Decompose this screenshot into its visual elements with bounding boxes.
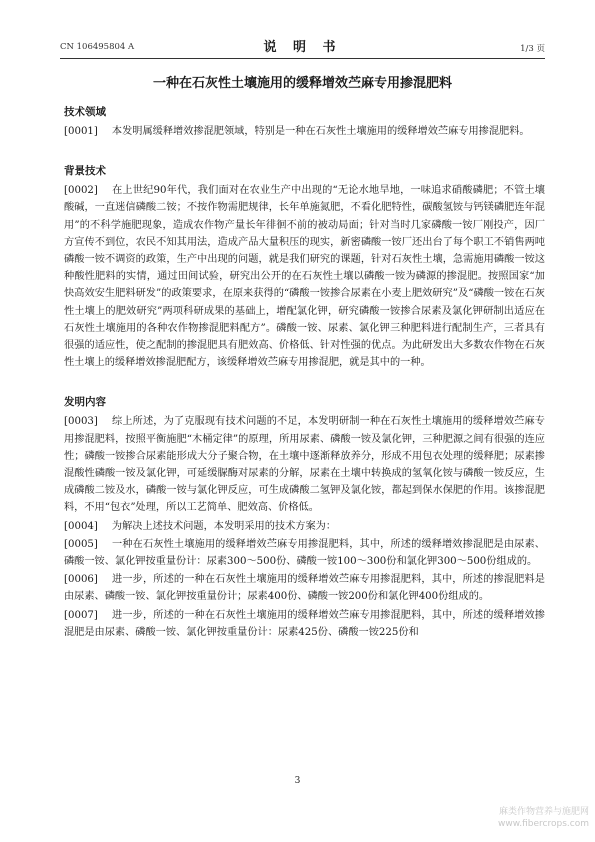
paragraph-number: [0007] <box>64 609 98 621</box>
paragraph-0003 <box>64 413 545 516</box>
paragraph-text: 进一步，所述的一种在石灰性土壤施用的缓释增效苎麻专用掺混肥料，其中，所述的缓释增效掺混肥是由尿素、磷酸一铵、氯化钾按重量份计：尿素425份、磷酸一铵225份和 <box>64 609 545 638</box>
paragraph-text: 本发明属缓释增效掺混肥领域，特别是一种在石灰性土壤施用的缓释增效苎麻专用掺混肥料。 <box>111 126 530 137</box>
document-title: 一种在石灰性土壤施用的缓释增效苎麻专用掺混肥料 <box>152 76 452 91</box>
section-heading-background: 背景技术 <box>64 165 106 178</box>
paragraph-text: 综上所述，为了克服现有技术问题的不足，本发明研制一种在石灰性土壤施用的缓释增效苎麻专用掺混肥料，按照平衡施肥“木桶定律”的原理，所用尿素、磷酸一铵及氯化钾，三种肥源之间有很强的连应性；磷酸一铵掺合尿素能形成大分子聚合物，在土壤中逐渐释放养分，形成不用包衣处理的缓释肥；尿素掺混酸性磷酸一铵及氯化钾，可延缓脲酶对尿素的分解，尿素在土壤中转换成的氢氧化铵与磷酸一铵反应，生成磷酸二铵及水，磷酸一铵与氯化钾反应，可生成磷酸二氢钾及氯化铵，都起到保水保肥的作用。该掺混肥料，不用“包衣”处理，所以工艺简单、肥效高、价格低。 <box>64 416 545 514</box>
page-number: 3 <box>294 776 301 786</box>
paragraph-0005 <box>64 536 545 570</box>
paragraph-number: [0006] <box>64 574 98 586</box>
patent-number: CN 106495804 A <box>60 42 135 52</box>
paragraph-0002 <box>64 182 545 371</box>
watermark-url: www.fibercrops.com <box>498 819 589 829</box>
header-rule <box>60 58 545 59</box>
paragraph-0001 <box>64 123 545 140</box>
watermark-name: 麻类作物营养与施肥网 <box>498 807 589 817</box>
paragraph-0004 <box>64 518 545 535</box>
section-heading-tech-field: 技术领域 <box>64 106 106 118</box>
section-heading-invention: 发明内容 <box>64 396 106 409</box>
paragraph-number: [0003] <box>64 416 98 428</box>
paragraph-number: [0004] <box>64 520 98 532</box>
paragraph-number: [0001] <box>64 126 98 137</box>
paragraph-text: 为解决上述技术问题，本发明采用的技术方案为： <box>111 520 337 532</box>
paragraph-number: [0002] <box>64 185 98 197</box>
document-type: 说 明 书 <box>263 40 342 55</box>
document-body <box>64 104 545 642</box>
paragraph-text: 一种在石灰性土壤施用的缓释增效苎麻专用掺混肥料，其中，所述的缓释增效掺混肥是由尿素、磷酸一铵、氯化钾按重量份计：尿素300～500份、磷酸一铵100～300份和氯化钾300～500份组成的。 <box>64 538 545 568</box>
page-indicator: 1/3 页 <box>520 44 545 54</box>
paragraph-number: [0005] <box>64 538 98 550</box>
watermark <box>498 806 589 830</box>
page-header <box>60 36 545 56</box>
paragraph-0006 <box>64 571 545 605</box>
paragraph-text: 在上世纪90年代，我们面对在农业生产中出现的“无论水地旱地，一味追求硝酸磷肥；不管土壤酸碱，一直迷信磷酸二铵；不按作物需肥规律，长年单施氮肥，不看化肥特性，碳酸氢铵与钙镁磷肥连年混用”的不科学施肥现象，造成农作物产量长年徘徊不前的被动局面；针对当时几家磷酸一铵厂刚投产，因厂方宣传不到位，农民不知其用法，造成产品大量积压的现实，新密磷酸一铵厂还出台了每个职工不销售两吨磷酸一铵不调资的政策，生产中出现的问题，就是我们研究的课题，针对石灰性土壤，急需施用磷酸一铵这种酸性肥料的实情，通过田间试验，研究出公开的在石灰性土壤以磷酸一铵为磷源的掺混肥。按照国家“加快高效安生肥料研发”的政策要求，在原来获得的“磷酸一铵掺合尿素在小麦上肥效研究”及“磷酸一铵在石灰性土壤上的肥效研究”两项科研成果的基础上，增配氯化钾，研究磷酸一铵掺合尿素及氯化钾研制出适应在石灰性土壤施用的各种农作物掺混肥料配方”。磷酸一铵、尿素、氯化钾三种肥料进行配制生产，三者具有很强的适应性，使之配制的掺混肥具有肥效高、价格低、针对性强的优点。为此研发出大多数农作物在石灰性土壤上的缓释增效掺混肥配方，该缓释增效苎麻专用掺混肥，就是其中的一种。 <box>64 185 545 369</box>
paragraph-0007 <box>64 607 545 641</box>
paragraph-text: 进一步，所述的一种在石灰性土壤施用的缓释增效苎麻专用掺混肥料，其中，所述的掺混肥料是由尿素、磷酸一铵、氯化钾按重量份计；尿素400份、磷酸一铵200份和氯化钾400份组成的。 <box>64 574 545 603</box>
